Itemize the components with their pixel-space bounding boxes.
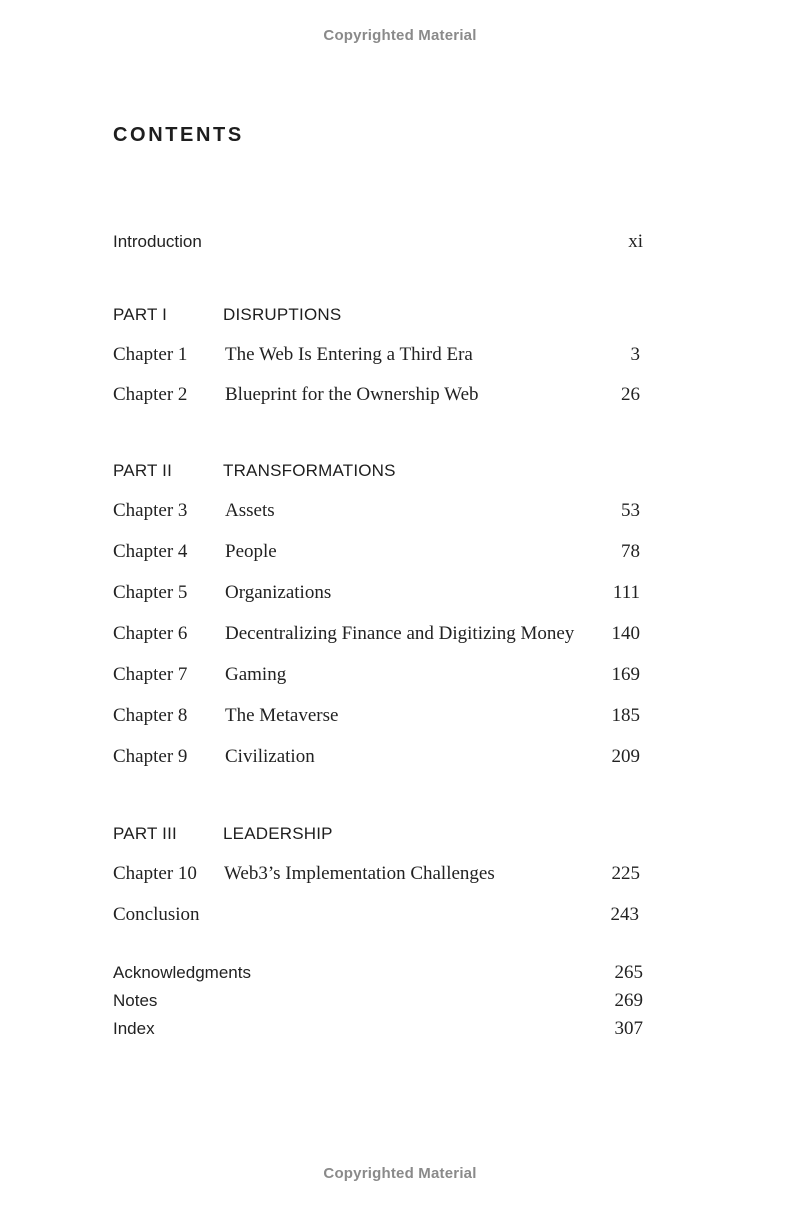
- page-title: CONTENTS: [113, 124, 244, 146]
- toc-page-number: 243: [610, 904, 639, 925]
- toc-entry-acknowledgments[interactable]: [113, 960, 643, 986]
- part-label: PART I: [113, 305, 168, 324]
- toc-page-number: 265: [614, 962, 643, 983]
- toc-page-number: 78: [621, 541, 640, 562]
- toc-page-number: 225: [611, 863, 640, 884]
- copyright-watermark-bottom: Copyrighted Material: [323, 1165, 477, 1182]
- part-label: PART II: [113, 461, 173, 480]
- toc-page-number: 53: [621, 500, 640, 521]
- toc-page-number: 269: [614, 990, 643, 1011]
- chapter-title: Blueprint for the Ownership Web: [225, 384, 479, 405]
- chapter-title: Assets: [225, 500, 275, 521]
- chapter-label: Chapter 5: [113, 582, 188, 603]
- toc-entry-index[interactable]: [113, 1016, 643, 1042]
- toc-page-number: 185: [611, 705, 640, 726]
- part-label: PART III: [113, 824, 177, 843]
- part-heading-3: [113, 821, 643, 847]
- chapter-title: People: [225, 541, 277, 562]
- toc-entry-title: Conclusion: [113, 904, 200, 925]
- toc-page-number: 111: [612, 582, 640, 603]
- toc-entry-chapter-5[interactable]: [113, 580, 643, 606]
- toc-page-number: 26: [621, 384, 640, 405]
- toc-page-number: 307: [614, 1018, 643, 1039]
- toc-page-number: 209: [611, 746, 640, 767]
- chapter-title: The Metaverse: [225, 705, 339, 726]
- toc-entry-introduction[interactable]: [113, 229, 643, 255]
- toc-page-number: 169: [611, 664, 640, 685]
- chapter-title: Web3’s Implementation Challenges: [224, 863, 495, 884]
- chapter-title: Gaming: [225, 664, 287, 685]
- chapter-title: Organizations: [225, 582, 332, 603]
- part-title: LEADERSHIP: [223, 824, 333, 843]
- toc-entry-chapter-10[interactable]: [113, 861, 643, 887]
- chapter-label: Chapter 7: [113, 664, 188, 685]
- toc-entry-title: Index: [113, 1019, 155, 1038]
- toc-entry-chapter-7[interactable]: [113, 662, 643, 688]
- chapter-title: Civilization: [225, 746, 315, 767]
- toc-entry-chapter-4[interactable]: [113, 539, 643, 565]
- toc-page-number: 3: [630, 344, 640, 365]
- chapter-label: Chapter 1: [113, 344, 188, 365]
- chapter-label: Chapter 10: [113, 863, 197, 884]
- toc-entry-title: Introduction: [113, 232, 202, 251]
- part-heading-2: [113, 458, 643, 484]
- toc-entry-conclusion[interactable]: [113, 902, 643, 928]
- part-title: DISRUPTIONS: [223, 305, 342, 324]
- chapter-title: The Web Is Entering a Third Era: [225, 344, 473, 365]
- chapter-label: Chapter 9: [113, 746, 188, 767]
- chapter-label: Chapter 2: [113, 384, 188, 405]
- toc-entry-chapter-9[interactable]: [113, 744, 643, 770]
- toc-entry-chapter-1[interactable]: [113, 342, 643, 368]
- toc-entry-chapter-8[interactable]: [113, 703, 643, 729]
- toc-entry-chapter-3[interactable]: [113, 498, 643, 524]
- chapter-label: Chapter 3: [113, 500, 188, 521]
- toc-entry-chapter-6[interactable]: [113, 621, 643, 647]
- copyright-watermark-top: Copyrighted Material: [323, 27, 477, 44]
- part-heading-1: [113, 302, 643, 328]
- toc-page-number: 140: [611, 623, 640, 644]
- toc-entry-title: Acknowledgments: [113, 963, 251, 982]
- chapter-label: Chapter 6: [113, 623, 188, 644]
- toc-entry-title: Notes: [113, 991, 158, 1010]
- chapter-title: Decentralizing Finance and Digitizing Money: [225, 623, 575, 644]
- part-title: TRANSFORMATIONS: [223, 461, 396, 480]
- toc-entry-notes[interactable]: [113, 988, 643, 1014]
- toc-page-number: xi: [628, 231, 643, 252]
- chapter-label: Chapter 4: [113, 541, 188, 562]
- toc-entry-chapter-2[interactable]: [113, 382, 643, 408]
- chapter-label: Chapter 8: [113, 705, 188, 726]
